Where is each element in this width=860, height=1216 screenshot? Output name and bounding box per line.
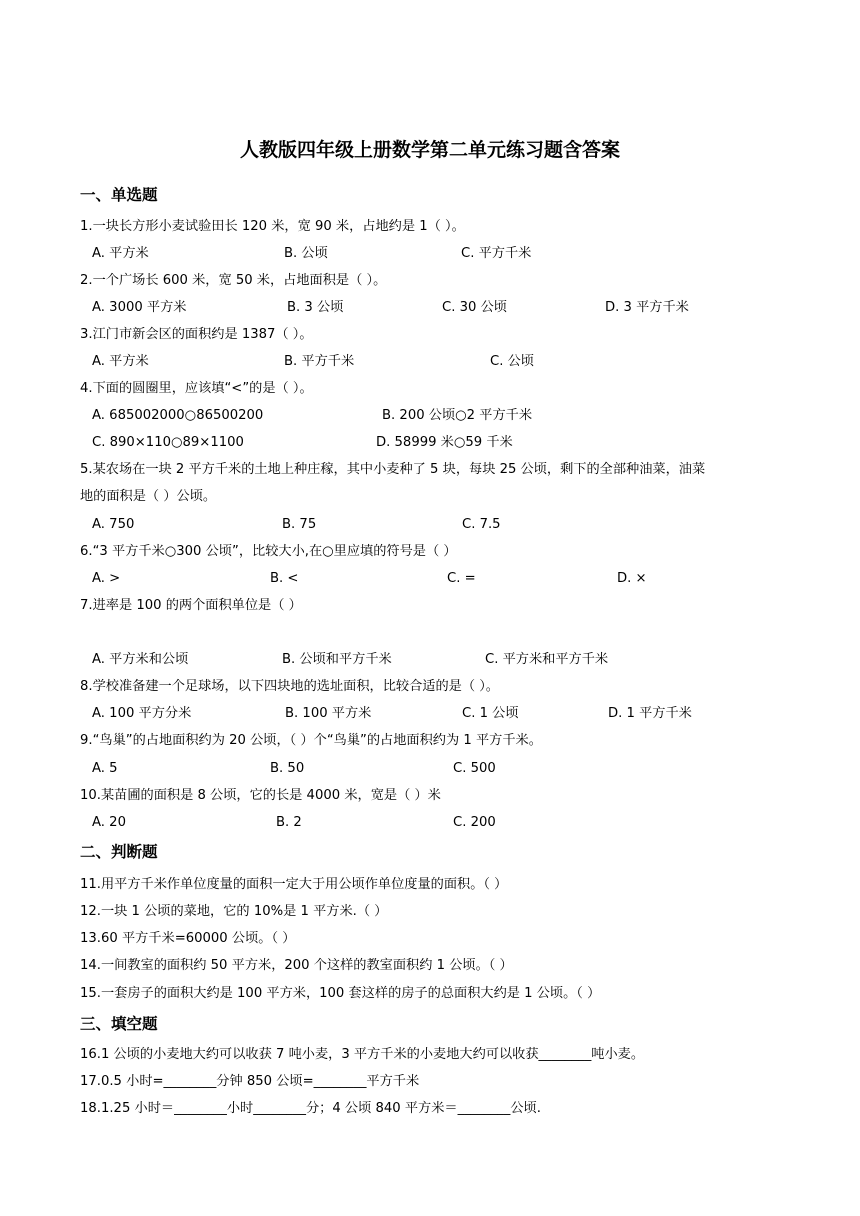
question-7-option-b: B. 公顷和平方千米: [282, 652, 392, 667]
question-14: 14.一间教室的面积约 50 平方米，200 个这样的教室面积约 1 公顷。（ ）: [80, 958, 513, 973]
question-6-option-d: D. ×: [617, 571, 647, 586]
question-5-stem-continued: 地的面积是（ ）公顷。: [80, 489, 217, 504]
question-4-options-row1: [92, 407, 792, 425]
question-10-option-c: C. 200: [453, 815, 496, 830]
question-3-option-a: A. 平方米: [92, 354, 149, 369]
question-9-option-b: B. 50: [270, 761, 305, 776]
question-6-stem: 6.“3 平方千米○300 公顷”，比较大小,在○里应填的符号是（ ）: [80, 544, 457, 559]
question-7-option-c: C. 平方米和平方千米: [485, 652, 609, 667]
question-5-option-b: B. 75: [282, 517, 317, 532]
question-8-stem: 8.学校准备建一个足球场，以下四块地的选址面积，比较合适的是（ ）。: [80, 679, 499, 694]
question-1-option-a: A. 平方米: [92, 246, 149, 261]
question-4-stem: 4.下面的圆圈里，应该填“<”的是（ ）。: [80, 381, 313, 396]
question-9-options: [92, 760, 792, 778]
question-5-options: [92, 516, 792, 534]
question-2-options: [92, 299, 792, 317]
question-7-options: [92, 651, 792, 669]
question-4-option-a: A. 685002000○86500200: [92, 408, 264, 423]
question-1-stem: 1.一块长方形小麦试验田长 120 米，宽 90 米，占地约是 1（ ）。: [80, 219, 465, 234]
question-8-option-c: C. 1 公顷: [462, 706, 519, 721]
question-5-option-a: A. 750: [92, 517, 135, 532]
question-11: 11.用平方千米作单位度量的面积一定大于用公顷作单位度量的面积。（ ）: [80, 877, 508, 892]
question-6-option-a: A. >: [92, 571, 121, 586]
question-1-options: [92, 245, 792, 263]
question-4-option-d: D. 58999 米○59 千米: [376, 435, 513, 450]
question-4-option-c: C. 890×110○89×1100: [92, 435, 244, 450]
question-2-option-b: B. 3 公顷: [287, 300, 344, 315]
question-1-option-c: C. 平方千米: [461, 246, 532, 261]
question-1-option-b: B. 公顷: [284, 246, 328, 261]
question-9-option-c: C. 500: [453, 761, 496, 776]
question-6-option-c: C. =: [447, 571, 476, 586]
question-13: 13.60 平方千米=60000 公顷。（ ）: [80, 931, 296, 946]
question-12: 12.一块 1 公顷的菜地，它的 10%是 1 平方米.（ ）: [80, 904, 388, 919]
question-18: 18.1.25 小时＝________小时________分；4 公顷 840 平方米＝________公顷.: [80, 1101, 541, 1116]
question-3-option-c: C. 公顷: [490, 354, 534, 369]
question-3-options: [92, 353, 792, 371]
question-5-stem: 5.某农场在一块 2 平方千米的土地上种庄稼，其中小麦种了 5 块，每块 25 公顷，剩下的全部种油菜，油菜: [80, 462, 706, 477]
question-9-stem: 9.“鸟巢”的占地面积约为 20 公顷，（ ）个“鸟巢”的占地面积约为 1 平方千米。: [80, 733, 542, 748]
question-10-stem: 10.某苗圃的面积是 8 公顷，它的长是 4000 米，宽是（ ）米: [80, 788, 441, 803]
question-16: 16.1 公顷的小麦地大约可以收获 7 吨小麦，3 平方千米的小麦地大约可以收获________吨小麦。: [80, 1047, 645, 1062]
question-2-option-c: C. 30 公顷: [442, 300, 507, 315]
section-heading-single-choice: 一、单选题: [80, 186, 158, 204]
question-8-option-d: D. 1 平方千米: [608, 706, 692, 721]
question-3-option-b: B. 平方千米: [284, 354, 355, 369]
question-15: 15.一套房子的面积大约是 100 平方米，100 套这样的房子的总面积大约是 1 公顷。（ ）: [80, 986, 601, 1001]
question-2-option-a: A. 3000 平方米: [92, 300, 187, 315]
question-4-option-b: B. 200 公顷○2 平方千米: [382, 408, 533, 423]
question-10-option-b: B. 2: [276, 815, 302, 830]
question-3-stem: 3.江门市新会区的面积约是 1387（ ）。: [80, 327, 313, 342]
question-6-options: [92, 570, 792, 588]
question-8-options: [92, 705, 792, 723]
question-6-option-b: B. <: [270, 571, 299, 586]
question-8-option-a: A. 100 平方分米: [92, 706, 192, 721]
document-title: 人教版四年级上册数学第二单元练习题含答案: [239, 139, 620, 161]
question-2-option-d: D. 3 平方千米: [605, 300, 689, 315]
question-10-options: [92, 814, 792, 832]
question-10-option-a: A. 20: [92, 815, 126, 830]
question-17: 17.0.5 小时=________分钟 850 公顷=________平方千米: [80, 1074, 420, 1089]
question-4-options-row2: [92, 434, 792, 452]
question-8-option-b: B. 100 平方米: [285, 706, 372, 721]
question-9-option-a: A. 5: [92, 761, 118, 776]
question-5-option-c: C. 7.5: [462, 517, 501, 532]
question-7-option-a: A. 平方米和公顷: [92, 652, 189, 667]
question-2-stem: 2.一个广场长 600 米，宽 50 米，占地面积是（ ）。: [80, 273, 387, 288]
section-heading-true-false: 二、判断题: [80, 843, 158, 861]
section-heading-fill-blank: 三、填空题: [80, 1015, 158, 1033]
question-7-stem: 7.进率是 100 的两个面积单位是（ ）: [80, 598, 302, 613]
